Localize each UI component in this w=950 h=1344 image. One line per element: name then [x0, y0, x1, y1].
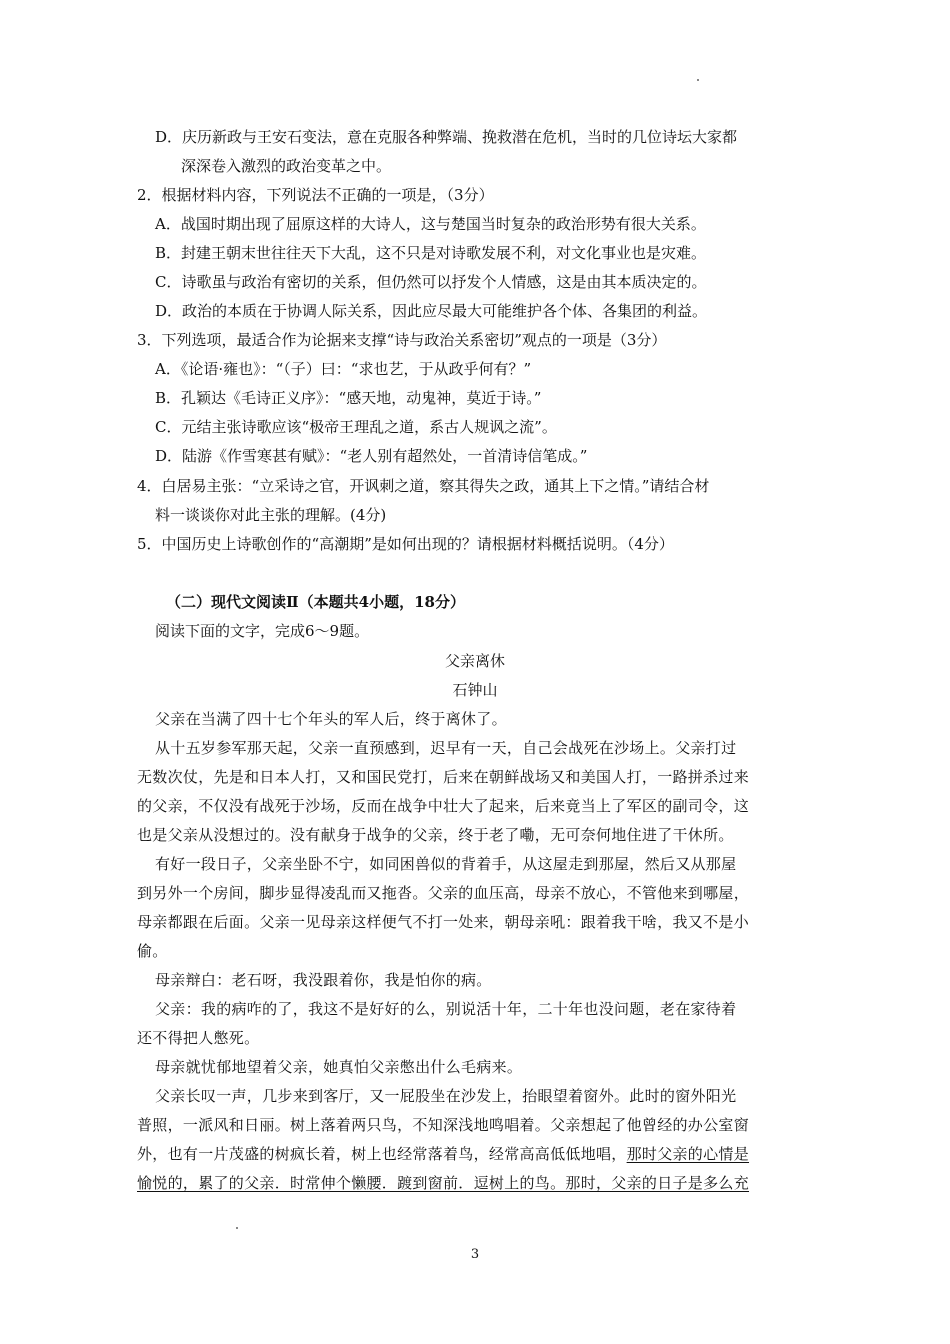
q2-option-b: B．封建王朝末世往往天下大乱，这不只是对诗歌发展不利，对文化事业也是灾难。: [155, 244, 707, 262]
underlined-passage: 那时父亲的心情是: [626, 1145, 750, 1163]
story-line: 父亲长叹一声，几步来到客厅，又一屁股坐在沙发上，抬眼望着窗外。此时的窗外阳光: [155, 1087, 737, 1105]
q5: 5．中国历史上诗歌创作的“高潮期”是如何出现的？请根据材料概括说明。（4分）: [137, 535, 674, 553]
story-line: [137, 1144, 749, 1164]
story-title: 父亲离休: [444, 652, 505, 670]
q4-line2: 料一谈谈你对此主张的理解。(4分): [155, 506, 387, 524]
q4-line1: 4．白居易主张：“立采诗之官，开讽刺之道，察其得失之政，通其上下之情。”请结合材: [137, 477, 710, 495]
story-line: 有好一段日子，父亲坐卧不宁，如同困兽似的背着手，从这屋走到那屋，然后又从那屋: [155, 855, 737, 873]
story-line: 父亲：我的病咋的了，我这不是好好的么，别说活十年，二十年也没问题，老在家待着: [155, 1000, 737, 1018]
story-line: 无数次仗，先是和日本人打，又和国民党打，后来在朝鲜战场又和美国人打，一路拼杀过来: [137, 768, 750, 786]
q3-option-a: A．《论语·雍也》：“（子）曰：“求也艺，于从政乎何有？”: [155, 360, 532, 378]
story-line: 也是父亲从没想过的。没有献身于战争的父亲，终于老了嘞，无可奈何地住进了干休所。: [137, 826, 734, 844]
story-line: 母亲都跟在后面。父亲一见母亲这样便气不打一处来，朝母亲吼：跟着我干啥，我又不是小: [137, 913, 750, 931]
q2-option-c: C．诗歌虽与政治有密切的关系，但仍然可以抒发个人情感，这是由其本质决定的。: [155, 273, 707, 291]
header-dot: [697, 79, 699, 81]
story-line: 从十五岁参军那天起，父亲一直预感到，迟早有一天，自己会战死在沙场上。父亲打过: [155, 739, 737, 757]
footer-dot: [236, 1227, 238, 1229]
q3-option-b: B．孔颖达《毛诗正义序》：“感天地，动鬼神，莫近于诗。”: [155, 389, 542, 407]
q2-option-a: A．战国时期出现了屈原这样的大诗人，这与楚国当时复杂的政治形势有很大关系。: [155, 215, 706, 233]
story-line: 父亲在当满了四十七个年头的军人后，终于离休了。: [155, 710, 507, 728]
q2-stem: 2．根据材料内容，下列说法不正确的一项是，（3分）: [137, 186, 494, 204]
underlined-passage-cont: 愉悦的，累了的父亲．时常伸个懒腰．踱到窗前．逗树上的鸟。那时，父亲的日子是多么充: [137, 1174, 750, 1192]
q3-option-d: D．陆游《作雪寒甚有赋》：“老人别有超然处，一首清诗信笔成。”: [155, 447, 588, 465]
q3-option-c: C．元结主张诗歌应该“极帝王理乱之道，系古人规讽之流”。: [155, 418, 557, 436]
story-line: 母亲就忧郁地望着父亲，她真怕父亲憋出什么毛病来。: [155, 1058, 523, 1076]
story-line: 偷。: [137, 942, 168, 960]
q3-stem: 3．下列选项，最适合作为论据来支撑“诗与政治关系密切”观点的一项是（3分）: [137, 331, 667, 349]
page-number: 3: [470, 1247, 480, 1262]
q1-option-d-line1: D．庆历新政与王安石变法，意在克服各种弊端、挽救潜在危机，当时的几位诗坛大家都: [155, 128, 738, 146]
q2-option-d: D．政治的本质在于协调人际关系，因此应尽最大可能维护各个体、各集团的利益。: [155, 302, 708, 320]
section-heading: （二）现代文阅读Ⅱ（本题共4小题，18分）: [166, 593, 465, 611]
story-line: 到另外一个房间，脚步显得凌乱而又拖沓。父亲的血压高，母亲不放心，不管他来到哪屋，: [137, 884, 750, 902]
q1-option-d-line2: 深深卷入激烈的政治变革之中。: [181, 157, 392, 175]
story-line-plain: 外，也有一片茂盛的树疯长着，树上也经常落着鸟，经常高高低低地唱，: [137, 1145, 627, 1163]
instruction: 阅读下面的文字，完成6～9题。: [155, 622, 370, 640]
story-line: 的父亲，不仅没有战死于沙场，反而在战争中壮大了起来，后来竟当上了军区的副司令，这: [137, 797, 750, 815]
story-line: 母亲辩白：老石呀，我没跟着你，我是怕你的病。: [155, 971, 492, 989]
story-author: 石钟山: [452, 681, 498, 699]
story-line: 还不得把人憋死。: [137, 1029, 260, 1047]
story-line: 普照，一派风和日丽。树上落着两只鸟，不知深浅地鸣唱着。父亲想起了他曾经的办公室窗: [137, 1116, 750, 1134]
